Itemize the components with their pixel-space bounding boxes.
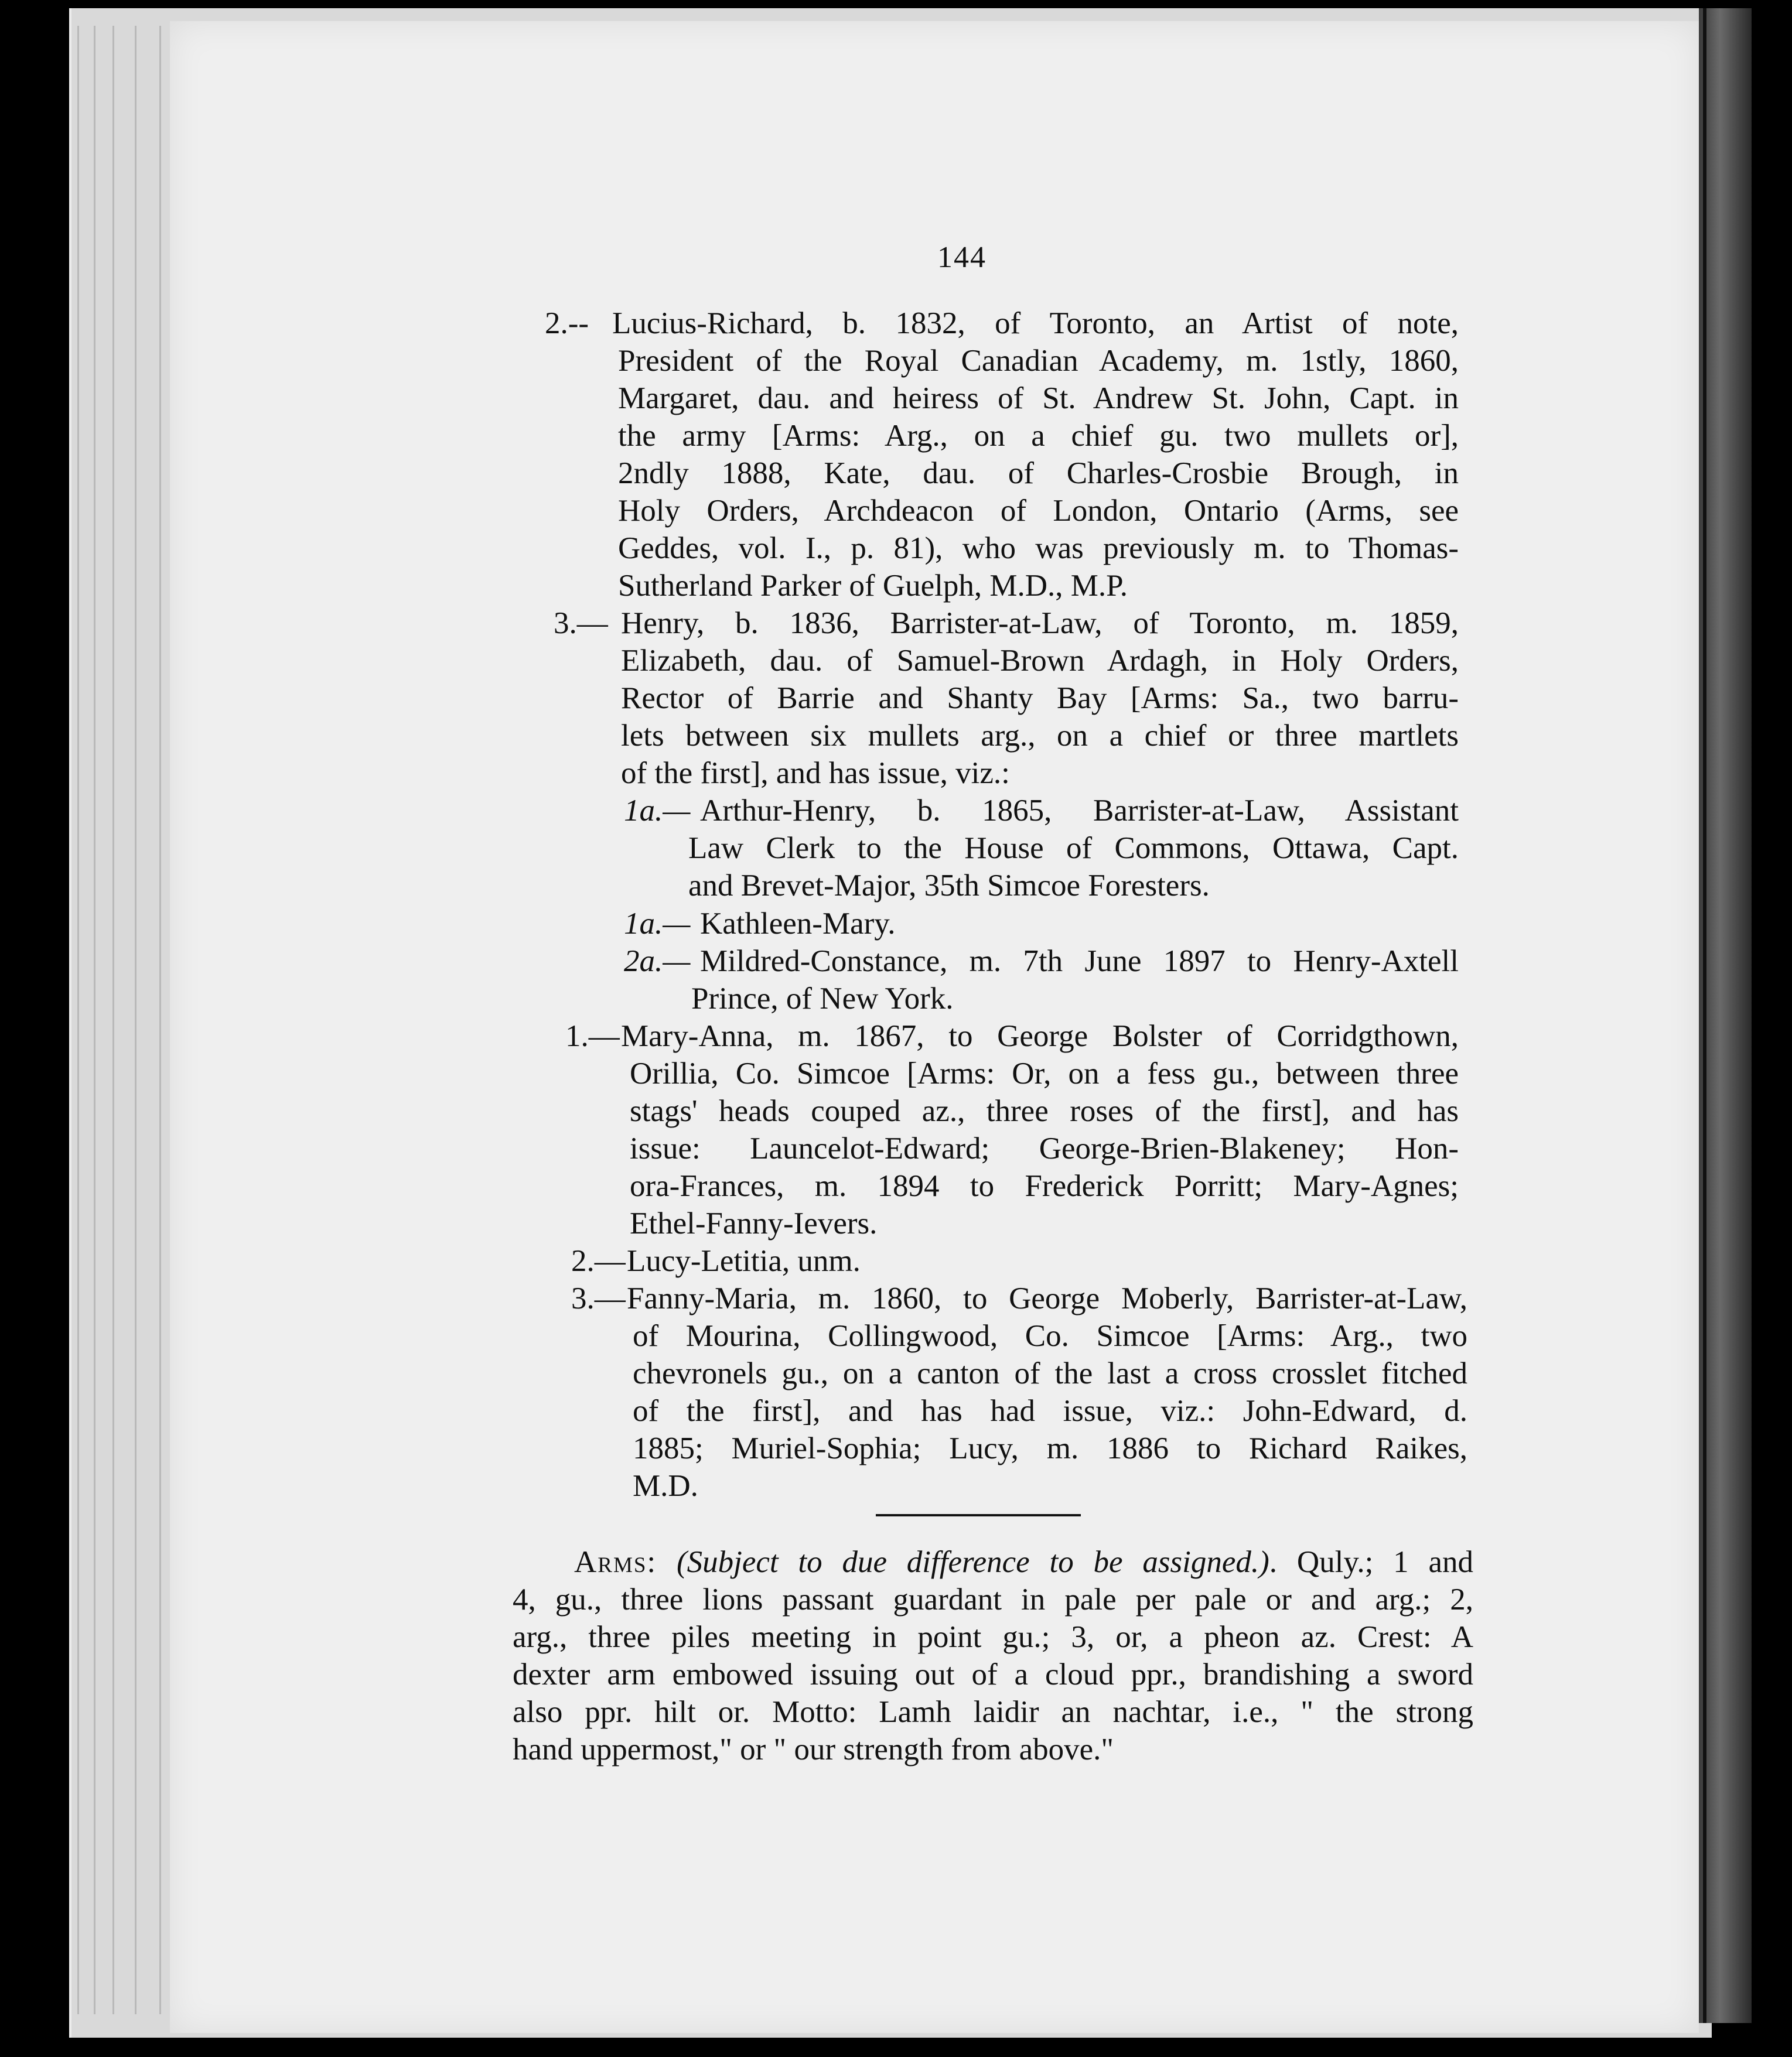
entry-line: Law Clerk to the House of Commons, Ottawa, Capt.: [688, 831, 1459, 865]
entry-number: 3.—: [554, 606, 608, 640]
page-edge: [94, 26, 95, 2014]
arms-line-rest: . Quly.; 1 and: [1269, 1545, 1474, 1579]
entry-line: stags' heads couped az., three roses of the first], and has: [630, 1094, 1459, 1128]
page-number: 144: [937, 241, 987, 274]
section-divider: [876, 1514, 1081, 1516]
arms-label: Arms:: [574, 1545, 657, 1579]
entry-line: Holy Orders, Archdeacon of London, Ontario (Arms, see: [618, 494, 1459, 528]
entry-number: 2.--: [545, 306, 589, 340]
entry-line: M.D.: [633, 1469, 698, 1503]
arms-line: 4, gu., three lions passant guardant in pale per pale or and arg.; 2,: [513, 1583, 1473, 1617]
entry-line: of the first], and has had issue, viz.: John-Edward, d.: [633, 1394, 1467, 1428]
entry-line: Orillia, Co. Simcoe [Arms: Or, on a fess gu., between three: [630, 1057, 1459, 1091]
entry-line: Fanny-Maria, m. 1860, to George Moberly, Barrister-at-Law,: [627, 1282, 1467, 1315]
entry-line: ora-Frances, m. 1894 to Frederick Porritt; Mary-Agnes;: [630, 1169, 1459, 1203]
arms-line: arg., three piles meeting in point gu.; 3, or, a pheon az. Crest: A: [513, 1620, 1473, 1654]
entry-line: 1885; Muriel-Sophia; Lucy, m. 1886 to Richard Raikes,: [633, 1431, 1467, 1465]
entry-line: Ethel-Fanny-Ievers.: [630, 1207, 878, 1241]
entry-line: of Mourina, Collingwood, Co. Simcoe [Arms: Arg., two: [633, 1319, 1467, 1353]
entry-line: Rector of Barrie and Shanty Bay [Arms: Sa., two barru-: [621, 681, 1459, 715]
entry-line: the army [Arms: Arg., on a chief gu. two mullets or],: [618, 419, 1459, 453]
entry-line: Kathleen-Mary.: [700, 907, 896, 941]
entry-line: President of the Royal Canadian Academy, m. 1stly, 1860,: [618, 344, 1459, 378]
entry-line: Arthur-Henry, b. 1865, Barrister-at-Law, Assistant: [700, 794, 1459, 828]
book-gutter: [1699, 8, 1752, 2023]
page-edge: [112, 26, 114, 2014]
page-edge: [77, 26, 79, 2014]
entry-line: Prince, of New York.: [691, 982, 954, 1016]
entry-line: chevronels gu., on a canton of the last a cross crosslet fitched: [633, 1356, 1467, 1390]
arms-line: dexter arm embowed issuing out of a cloud ppr., brandishing a sword: [513, 1658, 1473, 1692]
entry-line: Mildred-Constance, m. 7th June 1897 to Henry-Axtell: [700, 944, 1459, 978]
entry-line: Elizabeth, dau. of Samuel-Brown Ardagh, in Holy Orders,: [621, 644, 1459, 678]
entry-line: Lucy-Letitia, unm.: [627, 1244, 861, 1278]
entry-line: and Brevet-Major, 35th Simcoe Foresters.: [688, 869, 1210, 903]
entry-number: 1a.—: [624, 794, 691, 828]
entry-line: Lucius-Richard, b. 1832, of Toronto, an Artist of note,: [612, 306, 1459, 340]
entry-line: of the first], and has issue, viz.:: [621, 756, 1010, 790]
entry-line: lets between six mullets arg., on a chief or three martlets: [621, 719, 1459, 753]
entry-number: 3.—: [571, 1282, 626, 1315]
entry-line: Sutherland Parker of Guelph, M.D., M.P.: [618, 569, 1128, 603]
arms-line: hand uppermost," or " our strength from above.": [513, 1733, 1114, 1766]
entry-number: 1a.—: [624, 907, 691, 941]
entry-number: 1.—: [565, 1019, 620, 1053]
arms-italic-note: (Subject to due difference to be assigned.): [676, 1545, 1269, 1579]
entry-line: Mary-Anna, m. 1867, to George Bolster of Corridgthown,: [621, 1019, 1459, 1053]
entry-line: 2ndly 1888, Kate, dau. of Charles-Crosbie Brough, in: [618, 456, 1459, 490]
gutter-line: [1703, 8, 1706, 2023]
arms-line: also ppr. hilt or. Motto: Lamh laidir an nachtar, i.e., " the strong: [513, 1695, 1473, 1729]
page-edge: [135, 26, 136, 2014]
page-edge: [159, 26, 161, 2014]
arms-paragraph: [513, 1543, 1473, 1768]
entry-line: issue: Launcelot-Edward; George-Brien-Blakeney; Hon-: [630, 1132, 1459, 1166]
entry-line: Henry, b. 1836, Barrister-at-Law, of Toronto, m. 1859,: [621, 606, 1459, 640]
entry-number: 2.—: [571, 1244, 626, 1278]
entry-line: Margaret, dau. and heiress of St. Andrew St. John, Capt. in: [618, 381, 1459, 415]
arms-first-line: [513, 1543, 1473, 1581]
entry-number: 2a.—: [624, 944, 691, 978]
entry-line: Geddes, vol. I., p. 81), who was previously m. to Thomas-: [618, 531, 1459, 565]
